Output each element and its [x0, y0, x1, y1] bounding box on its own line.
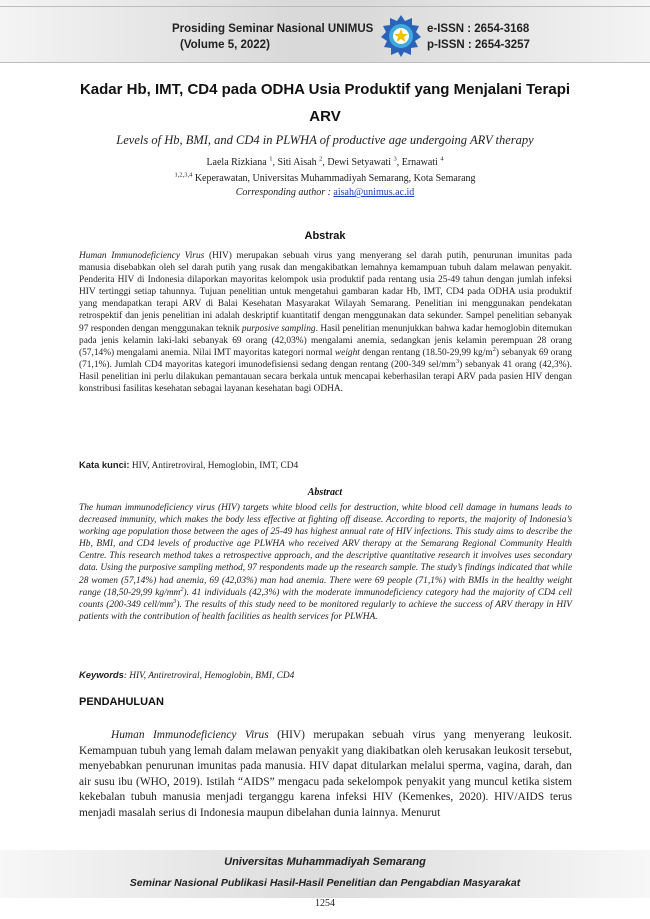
- corresponding-author: [60, 187, 590, 198]
- abstrak-text-e: ) sebanyak 41 orang (42,3%). Hasil penelitian ini perlu dilakukan pemantauan secara berkala untuk mencapai keberhasilan terapi ARV pada pasien HIV dengan konstribusi fasilitas kesehatan sebagai layanan kesehatan bagi ODHA.: [79, 359, 573, 395]
- abstract-text-c: ). The results of this study need to be monitored regularly to achieve the success of ARV therapy in HIV patients with the contribution of health facilities as health services for PLWHA.: [79, 599, 572, 622]
- paper-title-line-1: Kadar Hb, IMT, CD4 pada ODHA Usia Produktif yang Menjalani Terapi: [79, 81, 571, 98]
- abstract-text-b: ). 41 individuals (42,3%) with the moderate immunodeficiency category had the majority of CD4 cell counts (200-349 cell/mm: [79, 587, 572, 610]
- author-sup: 3: [393, 155, 397, 163]
- author-sep: ,: [322, 157, 328, 168]
- corresponding-label: Corresponding author :: [235, 187, 334, 198]
- footer-university: Universitas Muhammadiyah Semarang: [224, 856, 426, 868]
- footer-seminar: Seminar Nasional Publikasi Hasil-Hasil Penelitian dan Pengabdian Masyarakat: [129, 877, 521, 889]
- author-sup: 1: [269, 155, 273, 163]
- abstrak-text-c: dengan rentang (18.50-29,99 kg/m: [359, 347, 493, 358]
- abstrak-sup-2: 2: [492, 345, 496, 353]
- abstrak-text-d: ) sebanyak 69 orang (71,1%). Jumlah CD4 mayoritas kategori imunodefisiensi sedang dengan rentang (200-349 sel/mm: [79, 347, 572, 370]
- author-sup: 2: [319, 155, 323, 163]
- header-issn: [427, 21, 587, 53]
- intro-italic-hiv: Human Immunodeficiency Virus: [111, 729, 269, 741]
- author-name: Ernawati: [401, 157, 438, 168]
- abstrak-italic-ps: purposive sampling: [241, 323, 316, 334]
- kata-kunci: [79, 459, 572, 471]
- author-sep: ,: [272, 157, 278, 168]
- paper-title-line-2: ARV: [309, 108, 341, 125]
- author-name: Dewi Setyawati: [327, 157, 391, 168]
- abstrak-italic-weight: weight: [334, 347, 360, 358]
- abstrak-paragraph: [79, 250, 572, 395]
- author-list: [60, 157, 590, 168]
- unimus-logo-icon: [380, 14, 422, 58]
- header-proceedings: [172, 21, 382, 53]
- paper-title: [70, 76, 580, 130]
- page-number: 1254: [315, 898, 335, 909]
- author-name: Siti Aisah: [277, 157, 317, 168]
- abstrak-text-b: . Hasil penelitian menunjukkan bahwa kadar hemoglobin ditemukan pada jenis kelamin laki-laki sebanyak 69 orang (42,03%) mengalami anemia, sedangkan jenis kelamin perempuan 28 orang (57,14%) mengalami anemia. Nilai IMT mayoritas kategori normal: [79, 323, 573, 358]
- section-heading-pendahuluan: PENDAHULUAN: [79, 696, 164, 708]
- kata-kunci-value: HIV, Antiretroviral, Hemoglobin, IMT, CD4: [129, 461, 299, 471]
- author-sup: 4: [440, 155, 444, 163]
- abstrak-sup-3: 3: [455, 357, 460, 365]
- abstract-heading: Abstract: [307, 487, 343, 498]
- paper-subtitle: Levels of Hb, BMI, and CD4 in PLWHA of productive age undergoing ARV therapy: [116, 133, 534, 147]
- abstrak-text-a: (HIV) merupakan sebuah virus yang menyerang sel darah putih, penurunan imunitas pada manusia disebabkan oleh sel darah putih yang rusak dan mengakibatkan lemahnya kemampuan tubuh dalam melawan penyakit. Penderita HIV di Indonesia dilaporkan mayoritas kelompok usia produktif pada rentang usia 25-49 tahun dengan jumlah infeksi HIV tertinggi setiap tahunnya. Tujuan penelitian untuk mengetahui gambaran kadar Hb, IMT, CD4 pada ODHA usia produktif yang mendapatkan terapi ARV di Balai Kesehatan Masyarakat Wilayah Semarang. Penelitian ini menggunakan pendekatan retrospektif dan jenis penelitian ini adalah deskriptif kuantitatif dengan menggunakan data sekunder. Sampel penelitian sebanyak 97 responden dengan menggunakan teknik: [79, 251, 572, 334]
- abstract-sup-3: 3: [173, 597, 177, 605]
- affiliation: [60, 173, 590, 184]
- author-sep: ,: [396, 157, 402, 168]
- abstract-sup-2: 2: [180, 585, 184, 593]
- header-rule-bottom: [0, 62, 650, 63]
- intro-text: (HIV) merupakan sebuah virus yang menyerang leukosit. Kemampuan tubuh yang lemah dalam melawan penyakit yang diakibatkan oleh kerusakan leukosit tersebut, menyebabkan penurunan imunitas pada manusia. HIV dapat ditularkan melalui sperma, vagina, darah, dan air susu ibu (WHO, 2019). Istilah “AIDS” mengacu pada sekelompok penyakit yang muncul ketika sistem kekebalan tubuh manusia menjadi terganggu karena infeksi HIV (Kemenkes, 2020). HIV/AIDS terus menjadi masalah serius di Indonesia maupun dibelahan dunia lainnya. Menurut: [79, 729, 573, 819]
- keywords: [79, 669, 572, 681]
- keywords-value: : HIV, Antiretroviral, Hemoglobin, BMI, CD4: [123, 671, 295, 681]
- eissn: e-ISSN : 2654-3168: [427, 23, 530, 35]
- kata-kunci-label: Kata kunci:: [79, 459, 130, 470]
- header-rule-top: [0, 6, 650, 7]
- keywords-label: Keywords: [79, 669, 124, 680]
- abstrak-italic-hiv: Human Immunodeficiency Virus: [79, 251, 205, 261]
- proceedings-volume: (Volume 5, 2022): [180, 39, 270, 51]
- abstract-text-a: The human immunodeficiency virus (HIV) targets white blood cells for destruction, white blood cell damage in humans leads to decreased immunity, which makes the body less effective at fighting off disease. According to reports, the majority of Indonesia’s working age population those between the ages of 25-49 has highest annual rate of HIV infections. This study aims to describe the Hb, BMI, and CD4 levels of productive age PLWHA who received ARV therapy at the Semarang Regional Community Health Centre. This research method takes a retrospective approach, and the descriptive quantitative research it involves uses secondary data. Using the purposive sampling method, 97 respondents made up the research sample. The study’s findings indicated that while 28 women (57,14%) had anemia, 69 (42,03%) man had anemia. There were 69 people (71,1%) with BMIs in the healthy weight range (18,50-29,99 kg/mm: [79, 503, 572, 598]
- abstrak-heading: Abstrak: [304, 230, 346, 242]
- affiliation-sup: 1,2,3,4: [174, 171, 193, 179]
- intro-paragraph: [79, 728, 572, 822]
- abstract-paragraph: [79, 502, 572, 623]
- corresponding-email-link[interactable]: aisah@unimus.ac.id: [333, 187, 415, 198]
- affiliation-text: Keperawatan, Universitas Muhammadiyah Semarang, Kota Semarang: [192, 173, 476, 184]
- author-name: Laela Rizkiana: [206, 157, 267, 168]
- proceedings-name: Prosiding Seminar Nasional UNIMUS: [172, 23, 374, 35]
- pissn: p-ISSN : 2654-3257: [427, 39, 530, 51]
